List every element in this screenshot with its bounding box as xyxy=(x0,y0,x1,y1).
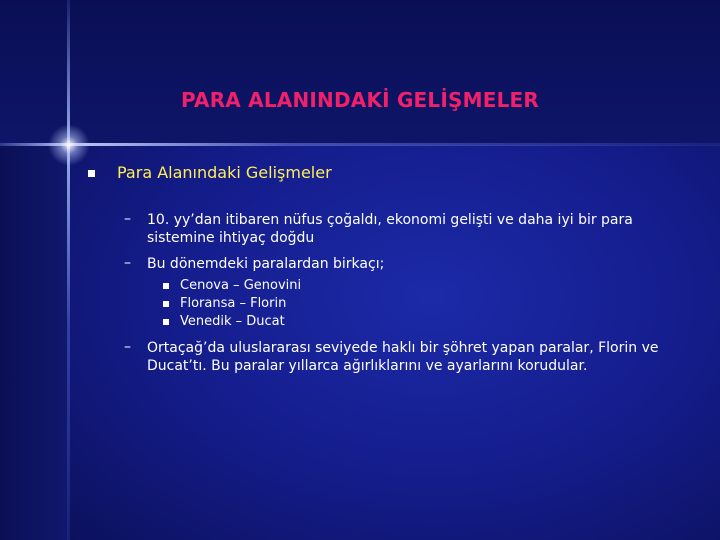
square-bullet-icon xyxy=(163,283,169,289)
sub-bullet-text-1: 10. yy’dan itibaren nüfus çoğaldı, ekonomi gelişti ve daha iyi bir para sistemine ihtiyaç doğdu xyxy=(147,212,633,246)
dash-bullet-icon: – xyxy=(124,339,131,355)
sub-bullet-text-2: Bu dönemdeki paralardan birkaçı; xyxy=(147,256,385,272)
dash-bullet-icon: – xyxy=(124,211,131,227)
slide-title: PARA ALANINDAKİ GELİŞMELER xyxy=(181,88,539,112)
slide-top-band xyxy=(0,0,720,145)
currency-item-2: Floransa – Florin xyxy=(180,296,287,311)
sub-bullet-text-3: Ortaçağ’da uluslararası seviyede haklı bir şöhret yapan paralar, Florin ve Ducat’tı. Bu paralar yıllarca ağırlıklarını ve ayarlarını korudular. xyxy=(147,340,659,374)
square-bullet-icon xyxy=(163,301,169,307)
main-bullet-text: Para Alanındaki Gelişmeler xyxy=(117,163,332,182)
slide-left-band xyxy=(0,145,68,540)
currency-item-3: Venedik – Ducat xyxy=(180,314,285,329)
square-bullet-icon xyxy=(88,170,95,177)
light-flare-decoration xyxy=(48,124,90,166)
currency-item-1: Cenova – Genovini xyxy=(180,278,302,293)
dash-bullet-icon: – xyxy=(124,255,131,271)
vertical-accent-line xyxy=(67,0,70,540)
horizontal-accent-line xyxy=(0,143,720,146)
square-bullet-icon xyxy=(163,319,169,325)
